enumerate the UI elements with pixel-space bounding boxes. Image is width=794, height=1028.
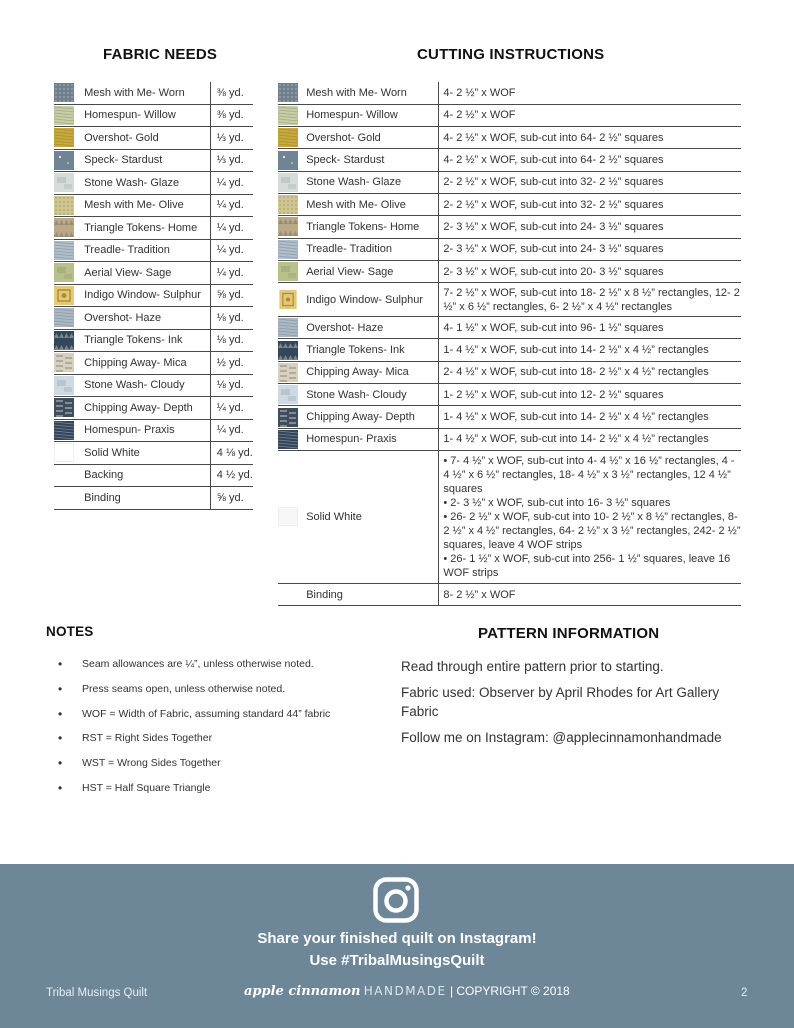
share-line-1: Share your finished quilt on Instagram! <box>257 930 537 947</box>
cutting-instruction-line: • 2- 3 ½” x WOF, sub-cut into 16- 3 ½” squares <box>443 496 671 509</box>
fabric-row <box>54 217 253 240</box>
fabric-name: Indigo Window- Sulphur <box>76 284 210 307</box>
fabric-row <box>54 329 253 352</box>
cutting-instruction <box>439 317 741 339</box>
fabric-swatch <box>54 352 76 375</box>
fabric-amount: ⅓ yd. <box>210 149 253 172</box>
instagram-icon <box>373 877 419 923</box>
cutting-fabric-name: Chipping Away- Depth <box>300 406 439 428</box>
fabric-swatch <box>54 262 76 285</box>
note-item <box>46 782 376 807</box>
note-item <box>46 658 376 683</box>
cutting-instruction-line: 4- 2 ½” x WOF <box>443 109 516 122</box>
cutting-row <box>278 583 741 605</box>
bullet-icon: • <box>58 657 63 671</box>
note-text: WOF = Width of Fabric, assuming standard 44” fabric <box>82 707 331 720</box>
cutting-instruction-line: • 26- 1 ½” x WOF, sub-cut into 256- 1 ½” squares, leave 16 WOF strips <box>443 552 731 579</box>
cutting-instruction-line: 7- 2 ½” x WOF, sub-cut into 18- 2 ½” x 8 ½” rectangles, 12- 2 ½” x 6 ½” rectangles, 6- 2 ½” x 4 ½” rectangles <box>443 286 740 313</box>
note-item <box>46 683 376 708</box>
cutting-swatch <box>278 361 300 383</box>
share-line-2: Use #TribalMusingsQuilt <box>309 952 485 969</box>
cutting-row <box>278 283 741 317</box>
cutting-row <box>278 127 741 149</box>
fabric-swatch <box>54 194 76 217</box>
brand-copyright <box>244 984 570 999</box>
cutting-instruction <box>439 193 741 215</box>
fabric-needs-table <box>54 82 253 510</box>
fabric-row <box>54 352 253 375</box>
fabric-swatch <box>54 307 76 330</box>
note-text: RST = Right Sides Together <box>82 732 213 745</box>
cutting-swatch <box>278 104 300 126</box>
fabric-row <box>54 104 253 127</box>
cutting-swatch <box>278 82 300 104</box>
cutting-swatch <box>278 450 300 583</box>
cutting-instruction <box>439 104 741 126</box>
cutting-row <box>278 450 741 583</box>
cutting-row <box>278 260 741 282</box>
pattern-information-title: PATTERN INFORMATION <box>478 625 660 642</box>
cutting-instruction <box>439 82 741 104</box>
cutting-row <box>278 149 741 171</box>
fabric-name: Chipping Away- Mica <box>76 352 210 375</box>
cutting-instruction-line: 1- 2 ½” x WOF, sub-cut into 12- 2 ½” squares <box>443 388 664 401</box>
cutting-instruction <box>439 216 741 238</box>
fabric-name: Homespun- Praxis <box>76 419 210 442</box>
fabric-row <box>54 442 253 465</box>
cutting-instruction <box>439 260 741 282</box>
fabric-row <box>54 172 253 195</box>
cutting-fabric-name: Indigo Window- Sulphur <box>300 283 439 317</box>
fabric-amount: ⅝ yd. <box>210 487 253 510</box>
fabric-name: Backing <box>76 464 210 487</box>
fabric-name: Chipping Away- Depth <box>76 397 210 420</box>
fabric-swatch <box>54 464 76 487</box>
cutting-row <box>278 317 741 339</box>
brand-logo-handmade: HANDMADE <box>363 984 447 998</box>
cutting-instruction-line: • 26- 2 ½” x WOF, sub-cut into 10- 2 ½” x 8 ½” rectangles, 8- 2 ½” x 4 ½” rectangles, 64- 2 ½” x 3 ½” rectangles, 242- 2 ½” squares, leave 4 WOF strips <box>443 510 741 551</box>
fabric-swatch <box>54 487 76 510</box>
cutting-instruction-line: 1- 4 ½” x WOF, sub-cut into 14- 2 ½” x 4 ½” rectangles <box>443 411 709 423</box>
fabric-row <box>54 307 253 330</box>
cutting-fabric-name: Chipping Away- Mica <box>300 361 439 383</box>
cutting-instruction <box>439 127 741 149</box>
note-item <box>46 732 376 757</box>
fabric-amount: 4 ⅛ yd. <box>210 442 253 465</box>
cutting-swatch <box>278 238 300 260</box>
fabric-name: Homespun- Willow <box>76 104 210 127</box>
cutting-swatch <box>278 171 300 193</box>
cutting-row <box>278 339 741 361</box>
fabric-amount: ⅜ yd. <box>210 82 253 104</box>
fabric-row <box>54 284 253 307</box>
cutting-row <box>278 384 741 406</box>
cutting-instruction <box>439 361 741 383</box>
cutting-fabric-name: Overshot- Haze <box>300 317 439 339</box>
cutting-instruction-line: 2- 3 ½” x WOF, sub-cut into 24- 3 ½” squares <box>443 243 664 256</box>
fabric-amount: ½ yd. <box>210 352 253 375</box>
fabric-amount: ⅜ yd. <box>210 104 253 127</box>
cutting-fabric-name: Overshot- Gold <box>300 127 439 149</box>
cutting-row <box>278 171 741 193</box>
cutting-instructions-title: CUTTING INSTRUCTIONS <box>417 46 605 63</box>
fabric-name: Mesh with Me- Olive <box>76 194 210 217</box>
bullet-icon: • <box>58 756 63 771</box>
fabric-name: Stone Wash- Cloudy <box>76 374 210 397</box>
notes-list <box>46 658 376 807</box>
cutting-instruction-line: 4- 2 ½” x WOF <box>443 86 516 99</box>
fabric-row <box>54 419 253 442</box>
cutting-instruction <box>439 450 741 583</box>
cutting-row <box>278 406 741 428</box>
cutting-fabric-name: Speck- Stardust <box>300 149 439 171</box>
fabric-amount: ¼ yd. <box>210 194 253 217</box>
cutting-swatch <box>278 283 300 317</box>
note-item <box>46 708 376 733</box>
cutting-instruction-line: 2- 2 ½” x WOF, sub-cut into 32- 2 ½” squares <box>443 198 664 211</box>
fabric-name: Binding <box>76 487 210 510</box>
fabric-name: Overshot- Haze <box>76 307 210 330</box>
fabric-row <box>54 487 253 510</box>
cutting-fabric-name: Triangle Tokens- Home <box>300 216 439 238</box>
cutting-row <box>278 104 741 126</box>
cutting-fabric-name: Stone Wash- Glaze <box>300 171 439 193</box>
fabric-swatch <box>54 82 76 104</box>
fabric-amount: ⅛ yd. <box>210 329 253 352</box>
cutting-row <box>278 193 741 215</box>
cutting-instruction <box>439 149 741 171</box>
cutting-fabric-name: Homespun- Praxis <box>300 428 439 450</box>
cutting-row <box>278 238 741 260</box>
fabric-row <box>54 397 253 420</box>
fabric-amount: 4 ½ yd. <box>210 464 253 487</box>
fabric-name: Aerial View- Sage <box>76 262 210 285</box>
copyright-text: | COPYRIGHT © 2018 <box>449 984 570 998</box>
fabric-row <box>54 464 253 487</box>
cutting-row <box>278 82 741 104</box>
bullet-icon: • <box>58 706 63 721</box>
cutting-row <box>278 361 741 383</box>
fabric-row <box>54 262 253 285</box>
fabric-row <box>54 127 253 150</box>
bullet-icon: • <box>58 681 63 696</box>
fabric-amount: ⅓ yd. <box>210 127 253 150</box>
cutting-instruction-line: 4- 2 ½” x WOF, sub-cut into 64- 2 ½” squares <box>443 131 664 144</box>
page-number: 2 <box>741 987 748 999</box>
fabric-swatch <box>54 104 76 127</box>
cutting-instruction <box>439 339 741 361</box>
cutting-instruction-line: 4- 2 ½” x WOF, sub-cut into 64- 2 ½” squares <box>443 154 664 167</box>
cutting-fabric-name: Triangle Tokens- Ink <box>300 339 439 361</box>
cutting-swatch <box>278 149 300 171</box>
cutting-swatch <box>278 216 300 238</box>
cutting-instruction-line: 2- 3 ½” x WOF, sub-cut into 20- 3 ½” squares <box>443 265 664 278</box>
cutting-instruction <box>439 171 741 193</box>
cutting-instruction-line: 8- 2 ½” x WOF <box>443 588 516 601</box>
pattern-info-fabric: Fabric used: Observer by April Rhodes for Art Gallery Fabric <box>401 685 720 719</box>
footer <box>0 864 794 1028</box>
cutting-instruction <box>439 406 741 428</box>
fabric-swatch <box>54 419 76 442</box>
fabric-needs-title: FABRIC NEEDS <box>103 46 218 63</box>
cutting-instruction-line: 4- 1 ½” x WOF, sub-cut into 96- 1 ½” squares <box>443 321 664 334</box>
cutting-row <box>278 216 741 238</box>
fabric-amount: ⅛ yd. <box>210 307 253 330</box>
cutting-swatch <box>278 339 300 361</box>
cutting-instruction <box>439 583 741 605</box>
cutting-swatch <box>278 384 300 406</box>
cutting-swatch <box>278 428 300 450</box>
fabric-swatch <box>54 172 76 195</box>
fabric-amount: ⅛ yd. <box>210 374 253 397</box>
fabric-name: Stone Wash- Glaze <box>76 172 210 195</box>
cutting-fabric-name: Aerial View- Sage <box>300 260 439 282</box>
cutting-instruction <box>439 283 741 317</box>
cutting-instruction-line: 2- 3 ½” x WOF, sub-cut into 24- 3 ½” squares <box>443 220 664 233</box>
note-text: HST = Half Square Triangle <box>82 781 211 794</box>
cutting-fabric-name: Mesh with Me- Worn <box>300 82 439 104</box>
fabric-amount: ¼ yd. <box>210 397 253 420</box>
cutting-swatch <box>278 260 300 282</box>
fabric-amount: ¼ yd. <box>210 262 253 285</box>
cutting-instruction <box>439 238 741 260</box>
cutting-fabric-name: Stone Wash- Cloudy <box>300 384 439 406</box>
cutting-fabric-name: Solid White <box>300 450 439 583</box>
fabric-name: Treadle- Tradition <box>76 239 210 262</box>
fabric-swatch <box>54 442 76 465</box>
cutting-swatch <box>278 583 300 605</box>
pattern-info-read: Read through entire pattern prior to starting. <box>401 659 664 674</box>
quilt-name: Tribal Musings Quilt <box>46 987 148 999</box>
fabric-row <box>54 239 253 262</box>
cutting-fabric-name: Binding <box>300 583 439 605</box>
cutting-fabric-name: Treadle- Tradition <box>300 238 439 260</box>
cutting-instruction-line: 1- 4 ½” x WOF, sub-cut into 14- 2 ½” x 4 ½” rectangles <box>443 433 709 446</box>
note-text: Press seams open, unless otherwise noted. <box>82 682 286 695</box>
cutting-instruction-line: 2- 2 ½” x WOF, sub-cut into 32- 2 ½” squares <box>443 176 664 189</box>
cutting-fabric-name: Mesh with Me- Olive <box>300 193 439 215</box>
cutting-fabric-name: Homespun- Willow <box>300 104 439 126</box>
fabric-row <box>54 194 253 217</box>
fabric-swatch <box>54 149 76 172</box>
cutting-instruction <box>439 428 741 450</box>
fabric-amount: ¼ yd. <box>210 239 253 262</box>
fabric-name: Triangle Tokens- Ink <box>76 329 210 352</box>
fabric-row <box>54 82 253 104</box>
fabric-amount: ¼ yd. <box>210 419 253 442</box>
cutting-instruction-line: • 7- 4 ½” x WOF, sub-cut into 4- 4 ½” x 16 ½” rectangles, 4 - 4 ½” x 6 ½” rectangles, 18- 4 ½” x 3 ½” rectangles, 12 4 ½” squares <box>443 454 735 495</box>
cutting-swatch <box>278 127 300 149</box>
cutting-instruction-line: 1- 4 ½” x WOF, sub-cut into 14- 2 ½” x 4 ½” rectangles <box>443 344 709 357</box>
bullet-icon: • <box>58 731 63 746</box>
fabric-name: Overshot- Gold <box>76 127 210 150</box>
fabric-swatch <box>54 239 76 262</box>
note-text: WST = Wrong Sides Together <box>82 757 221 770</box>
fabric-swatch <box>54 217 76 240</box>
fabric-name: Triangle Tokens- Home <box>76 217 210 240</box>
fabric-name: Speck- Stardust <box>76 149 210 172</box>
cutting-swatch <box>278 317 300 339</box>
fabric-swatch <box>54 284 76 307</box>
fabric-row <box>54 374 253 397</box>
fabric-name: Solid White <box>76 442 210 465</box>
pattern-info-instagram: Follow me on Instagram: @applecinnamonhandmade <box>401 730 722 745</box>
cutting-instruction-line: 2- 4 ½” x WOF, sub-cut into 18- 2 ½” x 4 ½” rectangles <box>443 366 709 379</box>
note-item <box>46 757 376 782</box>
fabric-row <box>54 149 253 172</box>
cutting-swatch <box>278 406 300 428</box>
fabric-amount: ¼ yd. <box>210 172 253 195</box>
brand-logo-apple-cinnamon: apple cinnamon <box>244 984 361 999</box>
fabric-swatch <box>54 329 76 352</box>
fabric-swatch <box>54 397 76 420</box>
cutting-row <box>278 428 741 450</box>
bullet-icon: • <box>58 780 63 795</box>
fabric-amount: ¼ yd. <box>210 217 253 240</box>
fabric-swatch <box>54 374 76 397</box>
fabric-swatch <box>54 127 76 150</box>
note-text: Seam allowances are ¼”, unless otherwise noted. <box>82 658 314 670</box>
cutting-instruction <box>439 384 741 406</box>
fabric-amount: ⅝ yd. <box>210 284 253 307</box>
cutting-swatch <box>278 193 300 215</box>
notes-title: NOTES <box>46 624 94 639</box>
cutting-instructions-table <box>278 82 741 606</box>
fabric-name: Mesh with Me- Worn <box>76 82 210 104</box>
